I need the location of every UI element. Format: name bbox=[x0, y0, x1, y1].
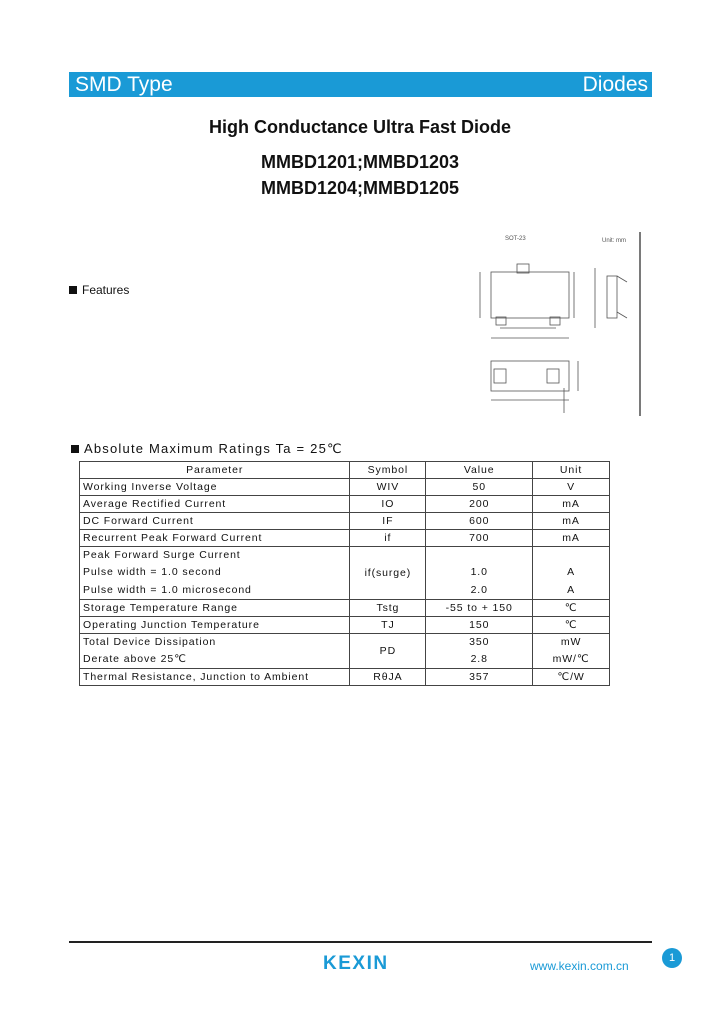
package-name: SOT-23 bbox=[505, 236, 526, 242]
ratings-heading bbox=[71, 441, 343, 457]
symbol-cell: Tstg bbox=[350, 599, 426, 616]
symbol-cell: if(surge) bbox=[350, 547, 426, 600]
parameter-line: Total Device Dissipation bbox=[83, 635, 217, 648]
symbol-cell: PD bbox=[350, 633, 426, 669]
parameter-cell: Thermal Resistance, Junction to Ambient bbox=[80, 669, 350, 686]
part-numbers-line-2: MMBD1204;MMBD1205 bbox=[260, 178, 460, 198]
features-label: Features bbox=[82, 283, 130, 297]
unit-cell: mA bbox=[533, 530, 610, 547]
header-bar bbox=[69, 72, 652, 97]
footer-divider bbox=[69, 941, 652, 943]
table-row bbox=[80, 530, 610, 547]
unit-line: A bbox=[567, 583, 575, 596]
company-website-link[interactable]: www.kexin.com.cn bbox=[530, 959, 629, 973]
column-header: Symbol bbox=[350, 462, 426, 479]
parameter-cell bbox=[80, 547, 350, 600]
column-header: Value bbox=[426, 462, 533, 479]
unit-cell bbox=[533, 547, 610, 600]
value-cell: -55 to + 150 bbox=[426, 599, 533, 616]
value-line: 1.0 bbox=[470, 566, 488, 579]
unit-cell: ℃ bbox=[533, 616, 610, 633]
package-outline-drawing bbox=[470, 228, 645, 420]
symbol-cell: IF bbox=[350, 513, 426, 530]
unit-line: mW bbox=[560, 635, 582, 648]
ratings-heading-text: Absolute Maximum Ratings Ta = 25℃ bbox=[84, 441, 343, 456]
table-row bbox=[80, 616, 610, 633]
value-cell: 700 bbox=[426, 530, 533, 547]
parameter-line: Derate above 25℃ bbox=[83, 653, 187, 666]
symbol-cell: if bbox=[350, 530, 426, 547]
document-title: High Conductance Ultra Fast Diode bbox=[208, 117, 512, 137]
value-line: 350 bbox=[469, 635, 490, 648]
value-cell bbox=[426, 633, 533, 669]
parameter-cell: Recurrent Peak Forward Current bbox=[80, 530, 350, 547]
table-row bbox=[80, 599, 610, 616]
symbol-cell: RθJA bbox=[350, 669, 426, 686]
header-type: Diodes bbox=[582, 73, 648, 96]
symbol-cell: WIV bbox=[350, 479, 426, 496]
value-cell: 200 bbox=[426, 496, 533, 513]
parameter-cell: DC Forward Current bbox=[80, 513, 350, 530]
unit-cell: ℃/W bbox=[533, 669, 610, 686]
unit-line: mW/℃ bbox=[552, 653, 590, 666]
value-line bbox=[426, 547, 532, 564]
page-number-badge: 1 bbox=[662, 948, 682, 968]
parameter-cell: Average Rectified Current bbox=[80, 496, 350, 513]
unit-cell: mA bbox=[533, 513, 610, 530]
bullet-square-icon bbox=[69, 286, 77, 294]
column-header: Unit bbox=[533, 462, 610, 479]
table-row bbox=[80, 669, 610, 686]
unit-cell: ℃ bbox=[533, 599, 610, 616]
table-row bbox=[80, 513, 610, 530]
part-numbers-line-1: MMBD1201;MMBD1203 bbox=[260, 152, 460, 172]
value-cell: 150 bbox=[426, 616, 533, 633]
table-row bbox=[80, 633, 610, 669]
unit-note: Unit: mm bbox=[602, 238, 626, 244]
table-row bbox=[80, 547, 610, 600]
parameter-cell: Operating Junction Temperature bbox=[80, 616, 350, 633]
table-row bbox=[80, 479, 610, 496]
features-heading bbox=[69, 283, 129, 297]
parameter-cell: Working Inverse Voltage bbox=[80, 479, 350, 496]
value-cell: 600 bbox=[426, 513, 533, 530]
unit-cell bbox=[533, 633, 610, 669]
parameter-line: Pulse width = 1.0 microsecond bbox=[83, 583, 252, 596]
company-logo: KEXIN bbox=[323, 953, 389, 974]
parameter-line: Peak Forward Surge Current bbox=[83, 549, 241, 561]
value-cell bbox=[426, 547, 533, 600]
column-header: Parameter bbox=[80, 462, 350, 479]
value-cell: 357 bbox=[426, 669, 533, 686]
absolute-maximum-ratings-table bbox=[79, 461, 610, 686]
unit-line: A bbox=[567, 566, 575, 579]
bullet-square-icon bbox=[71, 445, 79, 453]
symbol-cell: IO bbox=[350, 496, 426, 513]
symbol-cell: TJ bbox=[350, 616, 426, 633]
parameter-cell: Storage Temperature Range bbox=[80, 599, 350, 616]
unit-cell: V bbox=[533, 479, 610, 496]
table-row bbox=[80, 496, 610, 513]
value-line: 2.8 bbox=[470, 653, 488, 666]
parameter-cell bbox=[80, 633, 350, 669]
table-header-row bbox=[80, 462, 610, 479]
header-category: SMD Type bbox=[75, 73, 173, 96]
value-cell: 50 bbox=[426, 479, 533, 496]
unit-line bbox=[533, 547, 609, 564]
parameter-line: Pulse width = 1.0 second bbox=[83, 566, 222, 579]
unit-cell: mA bbox=[533, 496, 610, 513]
value-line: 2.0 bbox=[470, 583, 488, 596]
